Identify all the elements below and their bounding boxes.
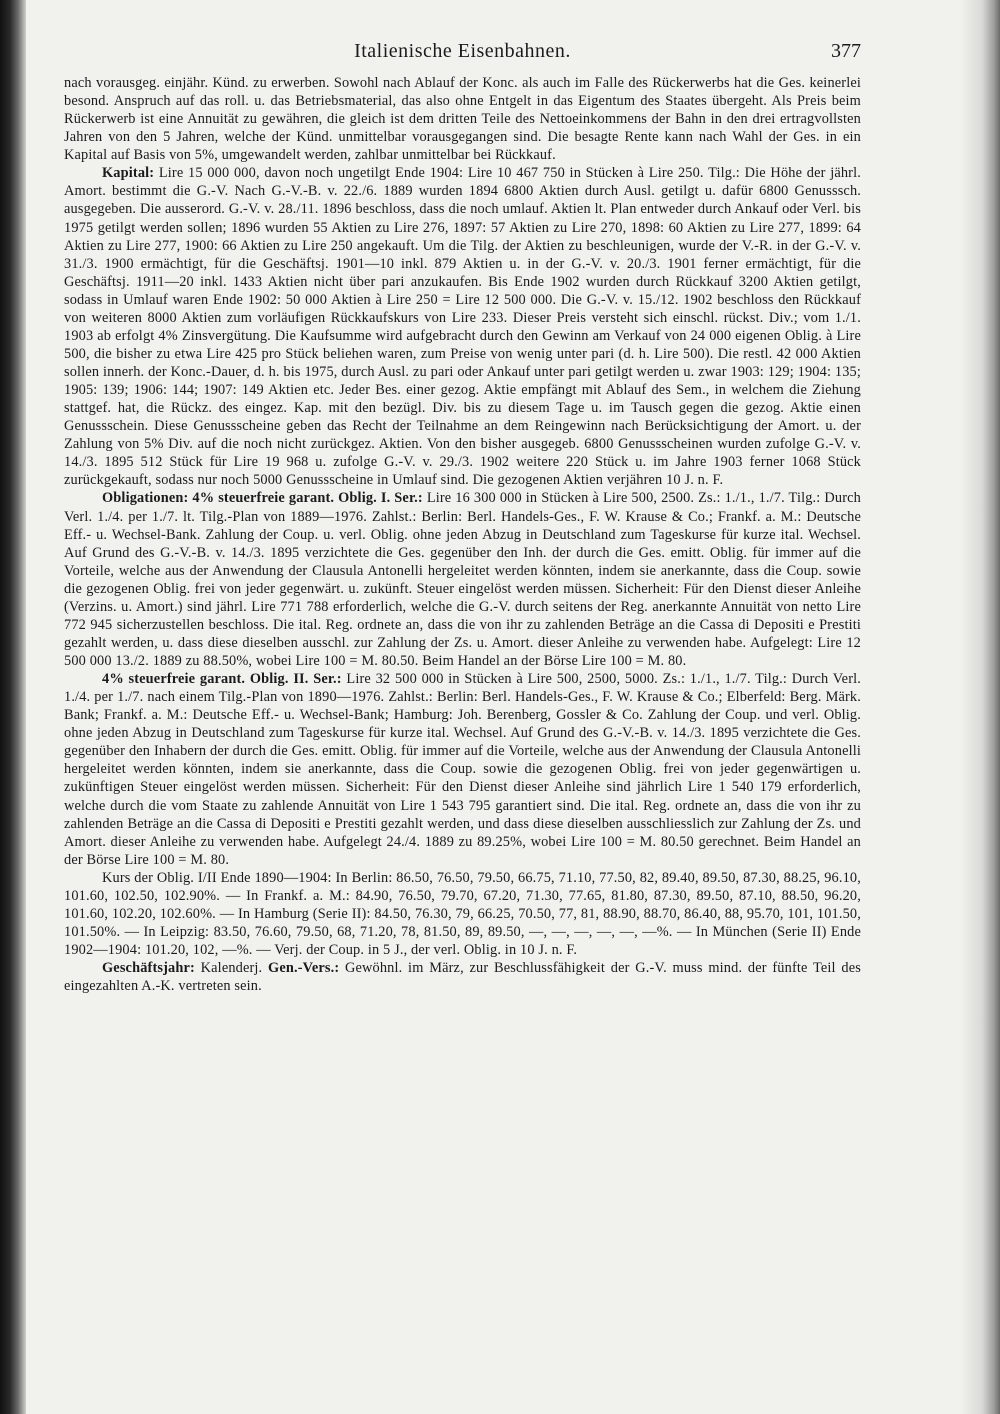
section-label-geschaeftsjahr: Geschäftsjahr: — [102, 960, 195, 977]
body-text — [64, 74, 861, 995]
section-label-gen-vers: Gen.-Vers.: — [268, 960, 340, 977]
running-header — [64, 40, 861, 74]
scan-right-edge — [960, 0, 1000, 1414]
running-title: Italienische Eisenbahnen. — [354, 40, 571, 62]
section-label-ser-2: 4% steuerfreie garant. Oblig. II. Ser.: — [102, 671, 342, 688]
paragraph-text: Lire 16 300 000 in Stücken à Lire 500, 2500. Zs.: 1./1., 1./7. Tilg.: Durch Verl. 1./4. per 1./7. lt. Tilg.-Plan von 1889—1976. Zahlst.: Berlin: Berl. Handels-Ges., F. W. Krause & Co.; Frankf. a. M.: Deutsche Eff.- u. Wechsel-Bank. Zahlung der Coup. u. verl. Oblig. ohne jeden Abzug in Deutschland zum Tageskurse für kurze ital. Wechsel. Auf Grund des G.-V.-B. v. 14./3. 1895 verzichtete die Ges. gegenüber den Inh. der durch die Ges. emitt. Oblig. für immer auf die Vorteile, welche aus der Anwendung der Clausula Antonelli hergeleitet werden könnten, indem sie anerkannte, dass die Coup. sowie die gezogenen Oblig. frei von jeder gegenwärt. u. zukünft. Steuer eingelöst werden müssen. Sicherheit: Für den Dienst dieser Anleihe (Verzins. u. Amort.) sind jährl. Lire 771 788 erforderlich, welche die G.-V. durch seitens der Reg. anerkannte Annuität von netto Lire 772 945 sicherzustellen beschloss. Die ital. Reg. ordnete an, dass die von ihr zu zahlenden Beträge an die Cassa di Depositi e Prestiti gezahlt werden, u. dass diese dieselben ausschl. zur Zahlung der Zs. u. Amort. dieser Anleihe zu verwenden habe. Aufgelegt: Lire 12 500 000 13./2. 1889 zu 88.50%, wobei Lire 100 = M. 80.50. Beim Handel an der Börse Lire 100 = M. 80. — [64, 490, 861, 669]
paragraph-text: Kurs der Oblig. I/II Ende 1890—1904: In Berlin: 86.50, 76.50, 79.50, 66.75, 71.10, 77.50, 82, 89.40, 89.50, 87.30, 88.25, 96.10, 101.60, 102.50, 102.90%. — In Frankf. a. M.: 84.90, 76.50, 79.70, 67.20, 71.30, 77.65, 81.80, 87.30, 89.50, 87.10, 88.50, 96.20, 101.60, 102.20, 102.60%. — In Hamburg (Serie II): 84.50, 76.30, 79, 66.25, 70.50, 77, 81, 88.90, 88.70, 86.40, 88, 95.70, 101, 101.50, 101.50%. — In Leipzig: 83.50, 76.60, 79.50, 68, 71.20, 78, 81.50, 89, 89.50, —, —, —, —, —, —%. — In München (Serie II) Ende 1902—1904: 101.20, 102, —%. — Verj. der Coup. in 5 J., der verl. Oblig. in 10 J. n. F. — [64, 869, 861, 958]
paragraph-text: nach vorausgeg. einjähr. Künd. zu erwerben. Sowohl nach Ablauf der Konc. als auch im Falle des Rückerwerbs hat die Ges. keinerlei besond. Anspruch auf das roll. u. das Betriebsmaterial, das also ohne Entgelt in das Eigentum des Staates übergeht. Als Preis beim Rückerwerb ist eine Annuität zu gewähren, die gleich ist dem dritten Teile des Nettoeinkommens der Bahn in den drei ertragvollsten Jahren von den 5 Jahren, welche der Künd. unmittelbar vorausgegangen sind. Die besagte Rente kann nach Wahl der Ges. in ein Kapital auf Basis von 5%, umgewandelt werden, zahlbar unmittelbar bei Rückkauf. — [64, 75, 861, 164]
section-label-kapital: Kapital: — [102, 165, 155, 182]
page-number: 377 — [831, 40, 861, 62]
paragraph-text: Kalenderj. — [200, 960, 263, 977]
paragraph-text: Gewöhnl. im März, zur Beschlussfähigkeit der G.-V. muss mind. der fünfte Teil des eingezahlten A.-K. vertreten sein. — [64, 960, 861, 995]
paragraph-kurs — [64, 869, 861, 959]
paragraph-kapital — [64, 164, 861, 489]
paragraph-obligationen-ser-2 — [64, 670, 861, 869]
section-label-obligationen: Obligationen: 4% steuerfreie garant. Oblig. I. Ser.: — [102, 490, 423, 507]
paragraph-rueckkauf — [64, 74, 861, 164]
paragraph-geschaeftsjahr — [64, 959, 861, 995]
paragraph-text: Lire 32 500 000 in Stücken à Lire 500, 2500, 5000. Zs.: 1./1., 1./7. Tilg.: Durch Verl. 1./4. per 1./7. nach einem Tilg.-Plan von 1890—1976. Zahlst.: Berlin: Berl. Handels-Ges., F. W. Krause & Co.; Elberfeld: Berg. Märk. Bank; Frankf. a. M.: Deutsche Eff.- u. Wechsel-Bank; Hamburg: Joh. Berenberg, Gossler & Co. Zahlung der Coup. und verl. Oblig. ohne jeden Abzug in Deutschland zum Tageskurse für kurze ital. Wechsel. Auf Grund des G.-V.-B. v. 14./3. 1895 verzichtete die Ges. gegenüber den Inhabern der durch die Ges. emitt. Oblig. für immer auf die Vorteile, welche aus der Anwendung der Clausula Antonelli hergeleitet werden könnten, indem sie anerkannte, dass die Coup. sowie die gezogenen Oblig. frei von jeder gegenwärtigen u. zukünftigen Steuer eingelöst werden müssen. Sicherheit: Für den Dienst dieser Anleihe sind jährlich Lire 1 540 179 erforderlich, welche durch die vom Staate zu zahlende Annuität von Lire 1 543 795 garantiert sind. Die ital. Reg. ordnete an, dass die von ihr zu zahlenden Beträge an die Cassa di Depositi e Prestiti gezahlt werden, und dass diese dieselben ausschliesslich zur Zahlung der Zs. und Amort. dieser Anleihe zu verwenden habe. Aufgelegt 24./4. 1889 zu 89.25%, wobei Lire 100 = M. 80.50 gerechnet. Beim Handel an der Börse Lire 100 = M. 80. — [64, 671, 861, 868]
document-page — [64, 40, 861, 995]
scan-left-edge — [0, 0, 26, 1414]
paragraph-text: Lire 15 000 000, davon noch ungetilgt Ende 1904: Lire 10 467 750 in Stücken à Lire 250. Tilg.: Die Höhe der jährl. Amort. bestimmt die G.-V. Nach G.-V.-B. v. 22./6. 1889 wurden 1894 6800 Aktien durch Ausl. getilgt u. dafür 6800 Genusssch. ausgegeben. Die ausserord. G.-V. v. 28./11. 1896 beschloss, dass die noch umlauf. Aktien lt. Plan entweder durch Ankauf oder Verl. bis 1975 getilgt werden sollen; 1896 wurden 55 Aktien zu Lire 276, 1897: 57 Aktien zu Lire 270, 1898: 60 Aktien zu Lire 277, 1899: 64 Aktien zu Lire 277, 1900: 66 Aktien zu Lire 250 angekauft. Um die Tilg. der Aktien zu beschleunigen, wurde der V.-R. in der G.-V. v. 31./3. 1900 ermächtigt, für die Geschäftsj. 1901—10 inkl. 879 Aktien u. in der G.-V. v. 20./3. 1901 ferner ermächtigt, für die Geschäftsj. 1911—20 inkl. 1433 Aktien nicht über pari anzukaufen. Bis Ende 1902 wurden durch Rückkauf 3200 Aktien getilgt, sodass in Umlauf waren Ende 1902: 50 000 Aktien à Lire 250 = Lire 12 500 000. Die G.-V. v. 15./12. 1902 beschloss den Rückkauf von weiteren 8000 Aktien zum vorläufigen Rückkaufskurs von Lire 233. Dieser Preis versteht sich einschl. rückst. Div.; vom 1./1. 1903 ab erfolgt 4% Zinsvergütung. Die Kaufsumme wird aufgebracht durch den Gewinn am Verkauf von 24 000 eigenen Oblig. à Lire 500, die bisher zu etwa Lire 425 pro Stück beliehen waren, zum Preise von wenig unter pari (d. h. Lire 500). Die restl. 42 000 Aktien sollen innerh. der Konc.-Dauer, d. h. bis 1975, durch Ausl. zu pari oder Ankauf unter pari getilgt werden u. zwar 1903: 129; 1904: 135; 1905: 139; 1906: 144; 1907: 149 Aktien etc. Jeder Bes. einer gezog. Aktie empfängt mit Ablauf des Sem., in welchem die Ziehung stattgef. hat, die Rückz. des eingez. Kap. mit den bezügl. Div. bis zu diesem Tage u. im Tausch gegen die gezog. Aktie einen Genussschein. Diese Genussscheine geben das Recht der Teilnahme an dem Reingewinn nach Berücksichtigung der Amort. u. der Zahlung von 5% Div. auf die noch nicht zurückgez. Aktien. Von den bisher ausgegeb. 6800 Genussscheinen wurden zufolge G.-V. v. 14./3. 1895 512 Stück für Lire 19 968 u. zufolge G.-V. v. 29./3. 1902 weitere 220 Stück u. im Jahre 1903 ferner 1068 Stück zurückgekauft, sodass nur noch 5000 Genussscheine in Umlauf sind. Die gezogenen Aktien verjähren 10 J. n. F. — [64, 165, 861, 489]
paragraph-obligationen-ser-1 — [64, 489, 861, 670]
